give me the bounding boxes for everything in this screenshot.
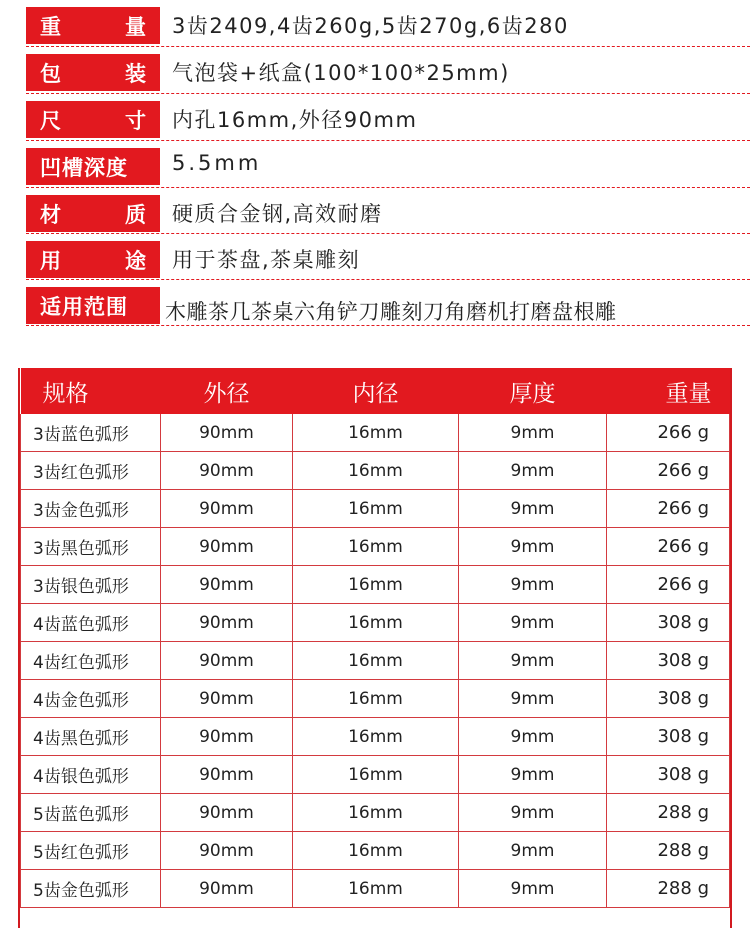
table-row xyxy=(21,528,730,566)
spec-label: 适用范围 xyxy=(26,287,160,324)
cell-thickness: 9mm xyxy=(459,794,607,832)
cell-spec: 3齿黑色弧形 xyxy=(21,528,161,566)
dashed-divider xyxy=(26,325,750,326)
cell-thickness: 9mm xyxy=(459,528,607,566)
spec-value: 内孔16mm,外径90mm xyxy=(172,108,418,132)
cell-thickness: 9mm xyxy=(459,604,607,642)
table-row xyxy=(21,680,730,718)
cell-spec: 4齿红色弧形 xyxy=(21,642,161,680)
spec-label-char: 包 xyxy=(40,61,61,86)
cell-weight: 266 g xyxy=(607,490,730,528)
table-row xyxy=(21,566,730,604)
spec-value: 3齿2409,4齿260g,5齿270g,6齿280 xyxy=(172,14,569,38)
spec-label-char: 材 xyxy=(40,202,61,227)
cell-weight: 266 g xyxy=(607,452,730,490)
cell-outer: 90mm xyxy=(161,528,293,566)
cell-outer: 90mm xyxy=(161,756,293,794)
cell-thickness: 9mm xyxy=(459,642,607,680)
cell-inner: 16mm xyxy=(293,414,459,452)
cell-outer: 90mm xyxy=(161,566,293,604)
dashed-divider xyxy=(26,233,750,234)
spec-label xyxy=(26,54,160,91)
cell-spec: 3齿金色弧形 xyxy=(21,490,161,528)
spec-label xyxy=(26,195,160,232)
cell-thickness: 9mm xyxy=(459,490,607,528)
cell-weight: 266 g xyxy=(607,414,730,452)
spec-value: 气泡袋+纸盒(100*100*25mm) xyxy=(172,61,510,85)
table-row xyxy=(21,604,730,642)
table-row xyxy=(21,756,730,794)
spec-value: 5.5mm xyxy=(172,151,262,175)
spec-table xyxy=(18,368,732,928)
cell-weight: 308 g xyxy=(607,680,730,718)
spec-table-grid xyxy=(20,368,730,908)
spec-label: 凹槽深度 xyxy=(26,148,160,185)
table-row xyxy=(21,794,730,832)
spec-label-char: 装 xyxy=(125,61,146,86)
dashed-divider xyxy=(26,279,750,280)
cell-thickness: 9mm xyxy=(459,566,607,604)
spec-label-char: 量 xyxy=(125,14,146,39)
spec-label-char: 尺 xyxy=(40,108,61,133)
table-row xyxy=(21,832,730,870)
cell-outer: 90mm xyxy=(161,642,293,680)
cell-weight: 308 g xyxy=(607,642,730,680)
cell-spec: 4齿黑色弧形 xyxy=(21,718,161,756)
spec-label xyxy=(26,241,160,278)
cell-inner: 16mm xyxy=(293,452,459,490)
cell-thickness: 9mm xyxy=(459,414,607,452)
cell-outer: 90mm xyxy=(161,718,293,756)
cell-weight: 266 g xyxy=(607,566,730,604)
spec-value: 木雕茶几茶桌六角铲刀雕刻刀角磨机打磨盘根雕 xyxy=(165,300,617,324)
cell-spec: 3齿银色弧形 xyxy=(21,566,161,604)
table-row xyxy=(21,490,730,528)
cell-weight: 308 g xyxy=(607,756,730,794)
spec-row-usage xyxy=(0,241,750,288)
cell-thickness: 9mm xyxy=(459,832,607,870)
cell-thickness: 9mm xyxy=(459,452,607,490)
cell-inner: 16mm xyxy=(293,870,459,908)
spec-label xyxy=(26,101,160,138)
cell-weight: 288 g xyxy=(607,832,730,870)
cell-spec: 3齿红色弧形 xyxy=(21,452,161,490)
cell-outer: 90mm xyxy=(161,794,293,832)
table-row xyxy=(21,414,730,452)
cell-inner: 16mm xyxy=(293,794,459,832)
cell-spec: 4齿蓝色弧形 xyxy=(21,604,161,642)
cell-spec: 5齿金色弧形 xyxy=(21,870,161,908)
cell-inner: 16mm xyxy=(293,832,459,870)
dashed-divider xyxy=(26,93,750,94)
cell-inner: 16mm xyxy=(293,604,459,642)
spec-value: 用于茶盘,茶桌雕刻 xyxy=(172,248,361,272)
spec-label-char: 质 xyxy=(125,202,146,227)
cell-outer: 90mm xyxy=(161,604,293,642)
cell-outer: 90mm xyxy=(161,414,293,452)
spec-label-char: 用 xyxy=(40,248,61,273)
column-header-outer-diameter: 外径 xyxy=(161,368,293,414)
spec-value: 硬质合金钢,高效耐磨 xyxy=(172,202,383,226)
table-row xyxy=(21,718,730,756)
cell-inner: 16mm xyxy=(293,642,459,680)
column-header-thickness: 厚度 xyxy=(459,368,607,414)
table-row xyxy=(21,452,730,490)
table-header-row xyxy=(21,368,730,414)
spec-label xyxy=(26,7,160,44)
cell-thickness: 9mm xyxy=(459,756,607,794)
column-header-weight: 重量 xyxy=(607,368,730,414)
cell-inner: 16mm xyxy=(293,680,459,718)
spec-row-application xyxy=(0,287,750,334)
column-header-inner-diameter: 内径 xyxy=(293,368,459,414)
cell-thickness: 9mm xyxy=(459,680,607,718)
table-row xyxy=(21,870,730,908)
cell-weight: 288 g xyxy=(607,794,730,832)
spec-label-char: 途 xyxy=(125,248,146,273)
dashed-divider xyxy=(26,187,750,188)
cell-inner: 16mm xyxy=(293,566,459,604)
cell-outer: 90mm xyxy=(161,680,293,718)
cell-outer: 90mm xyxy=(161,452,293,490)
cell-thickness: 9mm xyxy=(459,718,607,756)
cell-weight: 308 g xyxy=(607,604,730,642)
table-row xyxy=(21,642,730,680)
cell-spec: 4齿银色弧形 xyxy=(21,756,161,794)
cell-spec: 3齿蓝色弧形 xyxy=(21,414,161,452)
cell-spec: 5齿红色弧形 xyxy=(21,832,161,870)
column-header-spec: 规格 xyxy=(21,368,161,414)
cell-weight: 266 g xyxy=(607,528,730,566)
spec-row-material xyxy=(0,195,750,242)
dashed-divider xyxy=(26,140,750,141)
cell-outer: 90mm xyxy=(161,870,293,908)
cell-spec: 4齿金色弧形 xyxy=(21,680,161,718)
cell-inner: 16mm xyxy=(293,490,459,528)
cell-weight: 288 g xyxy=(607,870,730,908)
cell-outer: 90mm xyxy=(161,832,293,870)
dashed-divider xyxy=(26,46,750,47)
cell-outer: 90mm xyxy=(161,490,293,528)
cell-inner: 16mm xyxy=(293,756,459,794)
spec-label-char: 重 xyxy=(40,14,61,39)
cell-inner: 16mm xyxy=(293,528,459,566)
spec-label-char: 寸 xyxy=(125,108,146,133)
cell-thickness: 9mm xyxy=(459,870,607,908)
cell-spec: 5齿蓝色弧形 xyxy=(21,794,161,832)
cell-inner: 16mm xyxy=(293,718,459,756)
cell-weight: 308 g xyxy=(607,718,730,756)
